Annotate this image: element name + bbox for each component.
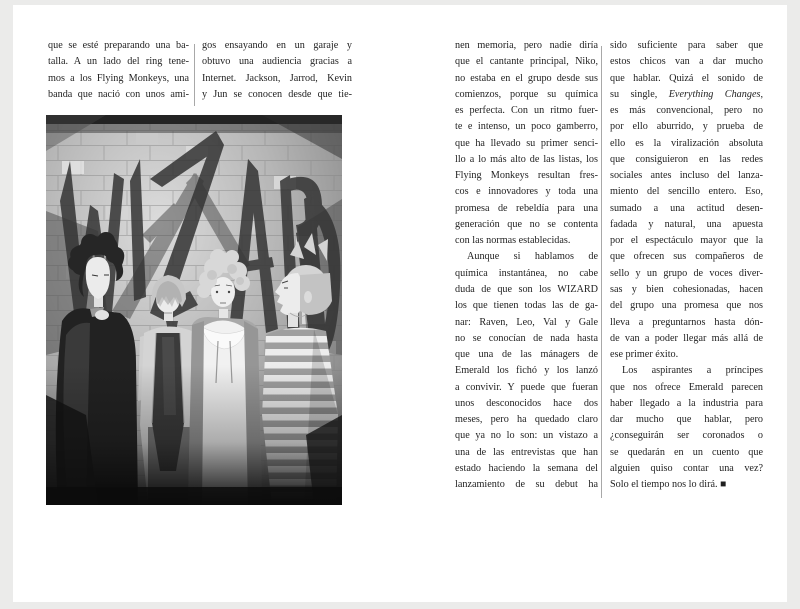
text-line bbox=[48, 71, 189, 87]
text-line bbox=[610, 396, 763, 412]
text-line bbox=[610, 266, 763, 282]
text-line bbox=[455, 38, 598, 54]
text-line bbox=[455, 152, 598, 168]
text-segment: que una de las mánagers de bbox=[455, 349, 598, 361]
text-segment: que hablar. Quizá el sonido de bbox=[610, 72, 763, 84]
text-segment: sociales antes incluso del lanza- bbox=[610, 170, 763, 182]
text-segment: Internet. Jackson, Jarrod, Kevin bbox=[202, 72, 352, 84]
text-segment: comienzos, porque su química bbox=[455, 88, 598, 100]
text-line bbox=[610, 331, 763, 347]
text-line bbox=[610, 201, 763, 217]
text-segment: lanzamiento de su debut ha bbox=[455, 479, 598, 491]
text-line bbox=[610, 282, 763, 298]
text-segment: , bbox=[760, 88, 763, 100]
text-line bbox=[610, 103, 763, 119]
text-segment: miento del sencillo entero. Eso, bbox=[610, 186, 763, 198]
text-segment: una de las entrevistas que han bbox=[455, 446, 598, 458]
text-line bbox=[610, 38, 763, 54]
text-line bbox=[610, 136, 763, 152]
text-line bbox=[455, 363, 598, 379]
text-segment: llo a lo más alto de las listas, los bbox=[455, 153, 598, 165]
text-line bbox=[455, 233, 598, 249]
text-line bbox=[610, 315, 763, 331]
text-line bbox=[610, 249, 763, 265]
text-segment: por ello aburrido, y prueba de bbox=[610, 121, 763, 133]
text-segment: duda de que son los WIZARD bbox=[455, 283, 598, 295]
text-line bbox=[455, 201, 598, 217]
text-segment: Emerald los fichó y los lanzó bbox=[455, 365, 598, 377]
text-segment: sumado a una actitud desen- bbox=[610, 202, 763, 214]
text-segment: a convivir. Y puede que fueran bbox=[455, 381, 598, 393]
text-segment: sas y bien cohesionadas, hacen bbox=[610, 283, 763, 295]
text-line bbox=[610, 152, 763, 168]
text-line bbox=[455, 347, 598, 363]
text-segment: mos a los Flying Monkeys, una bbox=[48, 72, 189, 84]
text-segment: alguien quiso contar una vez? bbox=[610, 462, 763, 474]
text-line bbox=[455, 168, 598, 184]
text-segment: haber llegado a la industria para bbox=[610, 397, 763, 409]
text-line bbox=[610, 477, 763, 493]
text-line bbox=[48, 38, 189, 54]
text-segment: es más convencional, pero no bbox=[610, 105, 763, 117]
text-segment: Flying Monkeys resultan fres- bbox=[455, 170, 598, 182]
text-segment: que nos ofrece Emerald parecen bbox=[610, 381, 763, 393]
text-segment: que ha llevado su primer senci- bbox=[455, 137, 598, 149]
text-line bbox=[455, 477, 598, 493]
text-segment: su single, bbox=[610, 88, 669, 100]
text-line bbox=[48, 54, 189, 70]
text-segment: no estaba en el grupo desde sus bbox=[455, 72, 598, 84]
text-line bbox=[455, 461, 598, 477]
text-line bbox=[47, 508, 369, 524]
text-line bbox=[455, 103, 598, 119]
text-segment: los que tienen todas las de ga- bbox=[455, 300, 598, 312]
text-line bbox=[610, 168, 763, 184]
band-promo-illustration bbox=[46, 115, 342, 505]
text-segment: sido suficiente para saber que bbox=[610, 40, 763, 51]
text-segment: del grupo una promesa que nos bbox=[610, 300, 763, 312]
text-segment: unos desconocidos hace dos bbox=[455, 397, 598, 409]
text-segment: que ofrecen sus compañeros de bbox=[610, 251, 763, 263]
text-line bbox=[610, 217, 763, 233]
text-segment: se quedarán en un cuento que bbox=[610, 446, 763, 458]
text-segment: que ya no lo son: un vistazo a bbox=[455, 430, 598, 442]
text-segment: te e intenso, un poco gamberro, bbox=[455, 121, 598, 133]
text-line bbox=[202, 38, 352, 54]
text-line bbox=[455, 428, 598, 444]
text-line bbox=[610, 184, 763, 200]
text-segment: cos e innovadores y toda una bbox=[455, 186, 598, 198]
text-line bbox=[455, 119, 598, 135]
text-segment: fadada y natural, una apuesta bbox=[610, 218, 763, 230]
text-segment: ¿conseguirán ser coronados o bbox=[610, 430, 763, 442]
text-segment: talla. A un lado del ring tene- bbox=[48, 56, 189, 68]
text-segment: no se conocían de nada hasta bbox=[455, 332, 598, 344]
text-segment: nen memoria, pero nadie diría bbox=[455, 40, 598, 51]
text-line bbox=[455, 249, 598, 265]
text-line bbox=[455, 266, 598, 282]
text-line bbox=[610, 54, 763, 70]
text-line bbox=[455, 298, 598, 314]
text-line bbox=[455, 282, 598, 298]
text-segment: estos chicos van a dar mucho bbox=[610, 56, 763, 68]
text-line bbox=[455, 87, 598, 103]
text-segment: ello es la viralización absoluta bbox=[610, 137, 763, 149]
left-page-column-1 bbox=[48, 38, 189, 103]
text-segment: de van a poder llegar más allá de bbox=[610, 332, 763, 344]
wizard-illustration bbox=[46, 115, 342, 505]
text-line bbox=[455, 315, 598, 331]
text-segment: química instantánea, no cabe bbox=[455, 267, 598, 279]
text-line bbox=[48, 87, 189, 103]
column-divider-left-page bbox=[194, 44, 195, 106]
text-line bbox=[455, 217, 598, 233]
text-line bbox=[610, 119, 763, 135]
text-segment: dar mucho que hablar, pero bbox=[610, 414, 763, 426]
text-segment: sello y un grupo de voces diver- bbox=[610, 267, 763, 279]
text-line bbox=[202, 71, 352, 87]
text-line bbox=[455, 184, 598, 200]
right-page-column-1 bbox=[455, 38, 598, 493]
text-segment: es perfecta. Con un ritmo fuer- bbox=[455, 105, 598, 117]
text-line bbox=[455, 136, 598, 152]
left-page-column-2 bbox=[202, 38, 352, 103]
text-line bbox=[455, 412, 598, 428]
text-line bbox=[610, 363, 763, 379]
text-line bbox=[610, 298, 763, 314]
text-segment: que se esté preparando una ba- bbox=[48, 40, 189, 51]
text-line bbox=[610, 347, 763, 363]
text-segment: promesa de rebeldía para una bbox=[455, 202, 598, 214]
text-line bbox=[610, 380, 763, 396]
text-line bbox=[455, 445, 598, 461]
text-line bbox=[610, 428, 763, 444]
text-line bbox=[455, 71, 598, 87]
text-line bbox=[202, 87, 352, 103]
text-segment: y Jun se conocen desde que tie- bbox=[202, 88, 352, 100]
text-line bbox=[202, 54, 352, 70]
text-segment: nar: Raven, Leo, Val y Gale bbox=[455, 316, 598, 328]
image-caption bbox=[47, 508, 369, 539]
column-divider-right-page bbox=[601, 46, 602, 498]
text-segment: que consiguieron en las redes bbox=[610, 153, 763, 165]
text-line bbox=[610, 87, 763, 103]
text-segment: Los aspirantes a príncipes bbox=[622, 365, 763, 377]
text-segment: por el espectáculo mayor que la bbox=[610, 235, 763, 247]
text-segment: obtuvo una audiencia gracias a bbox=[202, 56, 352, 68]
right-page-column-2 bbox=[610, 38, 763, 493]
text-segment: Everything Changes bbox=[668, 88, 761, 100]
text-line bbox=[610, 445, 763, 461]
text-line bbox=[610, 461, 763, 477]
text-line bbox=[610, 412, 763, 428]
text-segment: con las normas establecidas. bbox=[455, 235, 571, 247]
text-line bbox=[47, 524, 369, 540]
text-segment: gos ensayando en un garaje y bbox=[202, 40, 352, 51]
text-line bbox=[610, 71, 763, 87]
text-line bbox=[455, 331, 598, 347]
text-segment: banda que nació con unos ami- bbox=[48, 88, 189, 100]
text-line bbox=[610, 233, 763, 249]
text-segment: ese primer éxito. bbox=[610, 349, 679, 361]
text-segment: meses, pero ha quedado claro bbox=[455, 414, 598, 426]
text-segment: estado haciendo la semana del bbox=[455, 462, 598, 474]
bottom-vignette bbox=[46, 365, 342, 505]
text-segment: Aunque si hablamos de bbox=[467, 251, 598, 263]
text-line bbox=[455, 396, 598, 412]
text-segment: Solo el tiempo nos lo dirá. ■ bbox=[610, 479, 727, 491]
text-line bbox=[455, 380, 598, 396]
text-line bbox=[455, 54, 598, 70]
text-segment: que el cantante principal, Niko, bbox=[455, 56, 598, 68]
text-segment: generación que no se contenta bbox=[455, 218, 598, 230]
text-segment: lleva a preguntarnos hasta dón- bbox=[610, 316, 763, 328]
